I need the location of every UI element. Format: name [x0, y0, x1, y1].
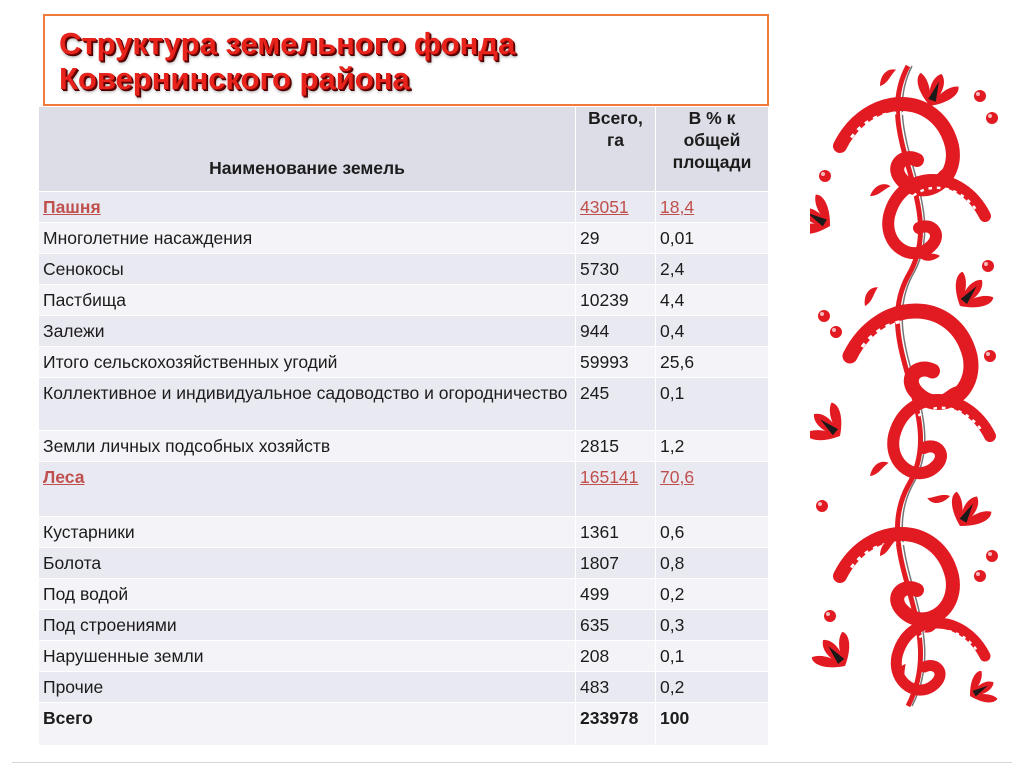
row-total: 10239 — [576, 285, 656, 316]
table-row — [39, 378, 769, 431]
row-name-link[interactable]: Пашня — [39, 192, 576, 223]
row-percent: 0,6 — [656, 517, 769, 548]
table-row — [39, 316, 769, 347]
row-total: 245 — [576, 378, 656, 431]
row-percent: 4,4 — [656, 285, 769, 316]
header-land-name: Наименование земель — [39, 107, 576, 192]
row-total: 635 — [576, 610, 656, 641]
row-total: 499 — [576, 579, 656, 610]
row-percent: 0,1 — [656, 641, 769, 672]
row-name: Итого сельскохозяйственных угодий — [39, 347, 576, 378]
row-percent: 0,4 — [656, 316, 769, 347]
row-name: Под строениями — [39, 610, 576, 641]
table-row — [39, 672, 769, 703]
row-percent: 0,8 — [656, 548, 769, 579]
row-total: 59993 — [576, 347, 656, 378]
row-name: Многолетние насаждения — [39, 223, 576, 254]
row-percent: 0,2 — [656, 579, 769, 610]
table-header-row — [39, 107, 769, 192]
row-name: Земли личных подсобных хозяйств — [39, 431, 576, 462]
row-name: Кустарники — [39, 517, 576, 548]
row-percent-link[interactable]: 18,4 — [656, 192, 769, 223]
table-row — [39, 223, 769, 254]
table-row — [39, 285, 769, 316]
header-total-ha: Всего, га — [576, 107, 656, 192]
table-row — [39, 641, 769, 672]
row-percent: 0,2 — [656, 672, 769, 703]
row-name: Пастбища — [39, 285, 576, 316]
slide-bottom-edge — [12, 762, 1012, 763]
table-row-total — [39, 703, 769, 746]
row-name: Сенокосы — [39, 254, 576, 285]
title-box — [43, 14, 769, 106]
row-percent-link[interactable]: 70,6 — [656, 462, 769, 517]
table-row — [39, 254, 769, 285]
land-fund-table-wrapper — [38, 106, 768, 746]
row-total: 1807 — [576, 548, 656, 579]
row-name: Болота — [39, 548, 576, 579]
land-fund-table — [38, 106, 769, 746]
row-name: Нарушенные земли — [39, 641, 576, 672]
row-total: 5730 — [576, 254, 656, 285]
row-total: 29 — [576, 223, 656, 254]
row-total: 2815 — [576, 431, 656, 462]
row-total: 944 — [576, 316, 656, 347]
row-total: 483 — [576, 672, 656, 703]
row-percent: 0,3 — [656, 610, 769, 641]
row-total-link[interactable]: 165141 — [576, 462, 656, 517]
table-row — [39, 192, 769, 223]
row-name: Залежи — [39, 316, 576, 347]
row-total: 1361 — [576, 517, 656, 548]
row-percent: 2,4 — [656, 254, 769, 285]
row-name-link[interactable]: Леса — [39, 462, 576, 517]
table-row — [39, 517, 769, 548]
table-row — [39, 579, 769, 610]
slide-title-line-2: Ковернинского района — [59, 61, 410, 96]
row-total: 233978 — [576, 703, 656, 746]
row-percent: 0,01 — [656, 223, 769, 254]
header-percent-of-area: В % к общей площади — [656, 107, 769, 192]
table-row — [39, 610, 769, 641]
ornament-scrolls — [840, 104, 990, 690]
row-percent: 0,1 — [656, 378, 769, 431]
row-name: Прочие — [39, 672, 576, 703]
khokhloma-ornament-image — [810, 56, 1006, 716]
row-name: Под водой — [39, 579, 576, 610]
row-percent: 100 — [656, 703, 769, 746]
slide-title-line-1: Структура земельного фонда — [59, 26, 516, 61]
row-name: Всего — [39, 703, 576, 746]
slide-title — [59, 26, 515, 96]
table-row — [39, 347, 769, 378]
row-total-link[interactable]: 43051 — [576, 192, 656, 223]
row-percent: 1,2 — [656, 431, 769, 462]
table-row — [39, 431, 769, 462]
table-row — [39, 462, 769, 517]
row-name: Коллективное и индивидуальное садоводство и огородничество — [39, 378, 576, 431]
table-row — [39, 548, 769, 579]
row-percent: 25,6 — [656, 347, 769, 378]
row-total: 208 — [576, 641, 656, 672]
